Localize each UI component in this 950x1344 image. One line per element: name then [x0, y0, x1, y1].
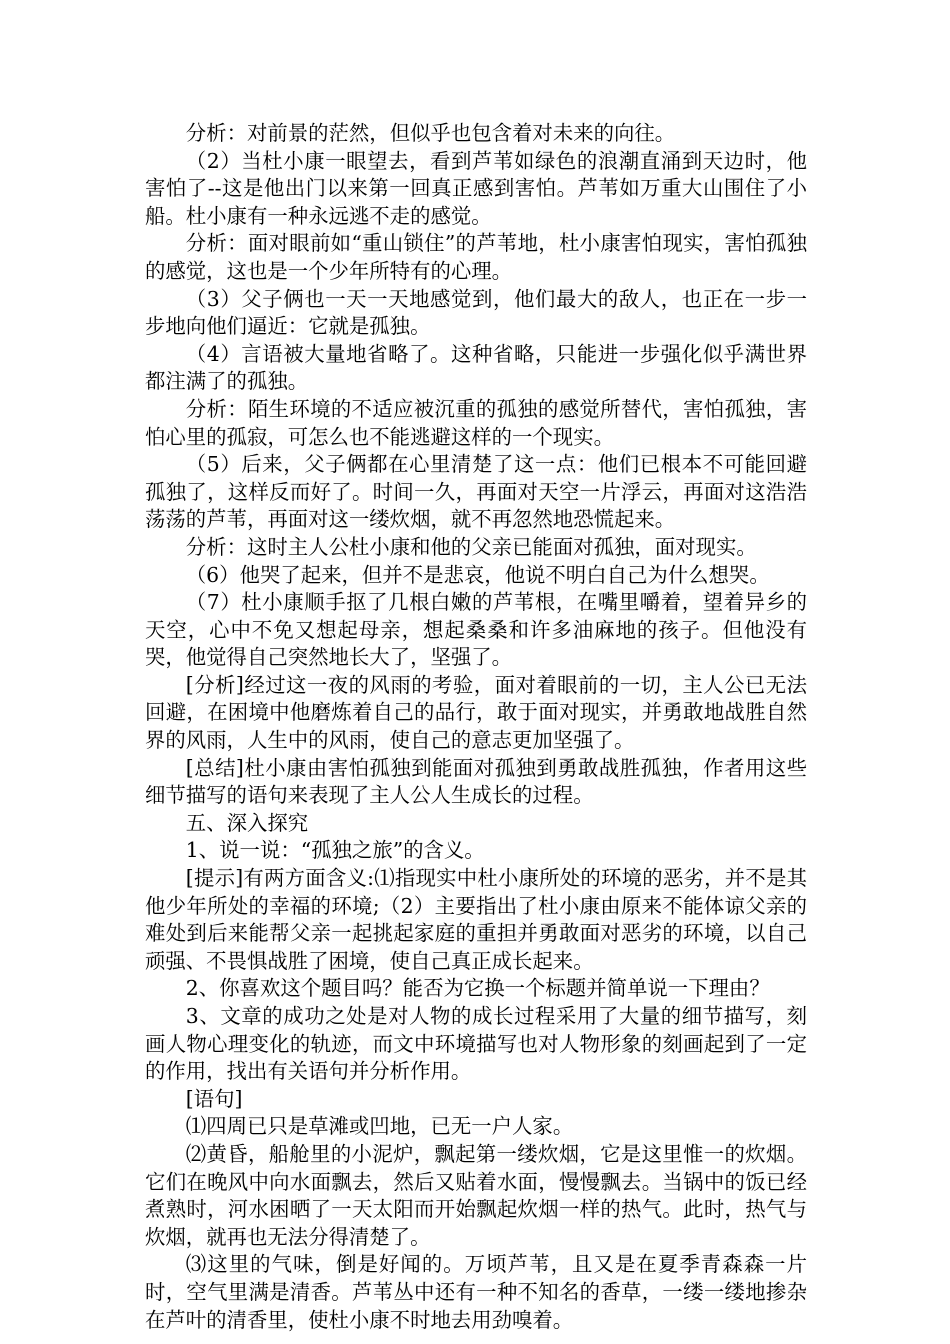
question: 1、说一说：“孤独之旅”的含义。	[185, 838, 485, 863]
document-body	[145, 120, 807, 1334]
paragraph: [总结]杜小康由害怕孤独到能面对孤独到勇敢战胜孤独，作者用这些细节描写的语句来表现了主人公人生成长的过程。	[145, 755, 807, 808]
paragraph: （4）言语被大量地省略了。这种省略，只能进一步强化似乎满世界都注满了的孤独。	[145, 341, 807, 394]
paragraph: ⑴四周已只是草滩或凹地，已无一户人家。	[185, 1114, 574, 1139]
paragraph: 分析：面对眼前如“重山锁住”的芦苇地，杜小康害怕现实，害怕孤独的感觉，这也是一个少年所特有的心理。	[145, 231, 807, 283]
paragraph: （3）父子俩也一天一天地感觉到，他们最大的敌人，也正在一步一步地向他们逼近：它就是孤独。	[145, 286, 807, 339]
paragraph: ⑶这里的气味，倒是好闻的。万顷芦苇，且又是在夏季青森森一片时，空气里满是清香。芦苇丛中还有一种不知名的香草，一缕一缕地掺杂在芦叶的清香里，使杜小康不时地去用劲嗅着。	[145, 1252, 807, 1332]
paragraph: [提示]有两方面含义:⑴指现实中杜小康所处的环境的恶劣，并不是其他少年所处的幸福的环境;（2）主要指出了杜小康由原来不能体谅父亲的难处到后来能帮父亲一起挑起家庭的重担并勇敢面对恶劣的环境，以自己顽强、不畏惧战胜了困境，使自己真正成长起来。	[145, 866, 807, 973]
paragraph: （5）后来，父子俩都在心里清楚了这一点：他们已根本不可能回避孤独了，这样反而好了。时间一久，再面对天空一片浮云，再面对这浩浩荡荡的芦苇，再面对这一缕炊烟，就不再忽然地恐慌起来。	[145, 452, 807, 532]
paragraph: （6）他哭了起来，但并不是悲哀，他说不明白自己为什么想哭。	[185, 562, 770, 587]
section-heading: 五、深入探究	[185, 810, 309, 835]
paragraph: （2）当杜小康一眼望去，看到芦苇如绿色的浪潮直涌到天边时，他害怕了--这是他出门以来第一回真正感到害怕。芦苇如万重大山围住了小船。杜小康有一种永远逃不走的感觉。	[145, 148, 807, 228]
paragraph: 分析：这时主人公杜小康和他的父亲已能面对孤独，面对现实。	[185, 534, 757, 559]
paragraph: [分析]经过这一夜的风雨的考验，面对着眼前的一切，主人公已无法回避，在困境中他磨炼着自己的品行，敢于面对现实，并勇敢地战胜自然界的风雨，人生中的风雨，使自己的意志更加坚强了。	[145, 672, 807, 753]
question: 3、文章的成功之处是对人物的成长过程采用了大量的细节描写，刻画人物心理变化的轨迹，而文中环境描写也对人物形象的刻画起到了一定的作用，找出有关语句并分析作用。	[145, 1004, 807, 1084]
paragraph: 分析：陌生环境的不适应被沉重的孤独的感觉所替代，害怕孤独，害怕心里的孤寂，可怎么也不能逃避这样的一个现实。	[145, 396, 807, 449]
question: 2、你喜欢这个题目吗？能否为它换一个标题并简单说一下理由？	[185, 976, 770, 1001]
paragraph: （7）杜小康顺手抠了几根白嫩的芦苇根，在嘴里嚼着，望着异乡的天空，心中不免又想起母亲，想起桑桑和许多油麻地的孩子。但他没有哭，他觉得自己突然地长大了，坚强了。	[145, 590, 807, 670]
label: [语句]	[185, 1086, 243, 1111]
paragraph: ⑵黄昏，船舱里的小泥炉，飘起第一缕炊烟，它是这里惟一的炊烟。它们在晚风中向水面飘去，然后又贴着水面，慢慢飘去。当锅中的饭已经煮熟时，河水困晒了一天太阳而开始飘起炊烟一样的热气。此时，热气与炊烟，就再也无法分得清楚了。	[145, 1141, 807, 1249]
paragraph: 分析：对前景的茫然，但似乎也包含着对未来的向往。	[185, 121, 676, 145]
